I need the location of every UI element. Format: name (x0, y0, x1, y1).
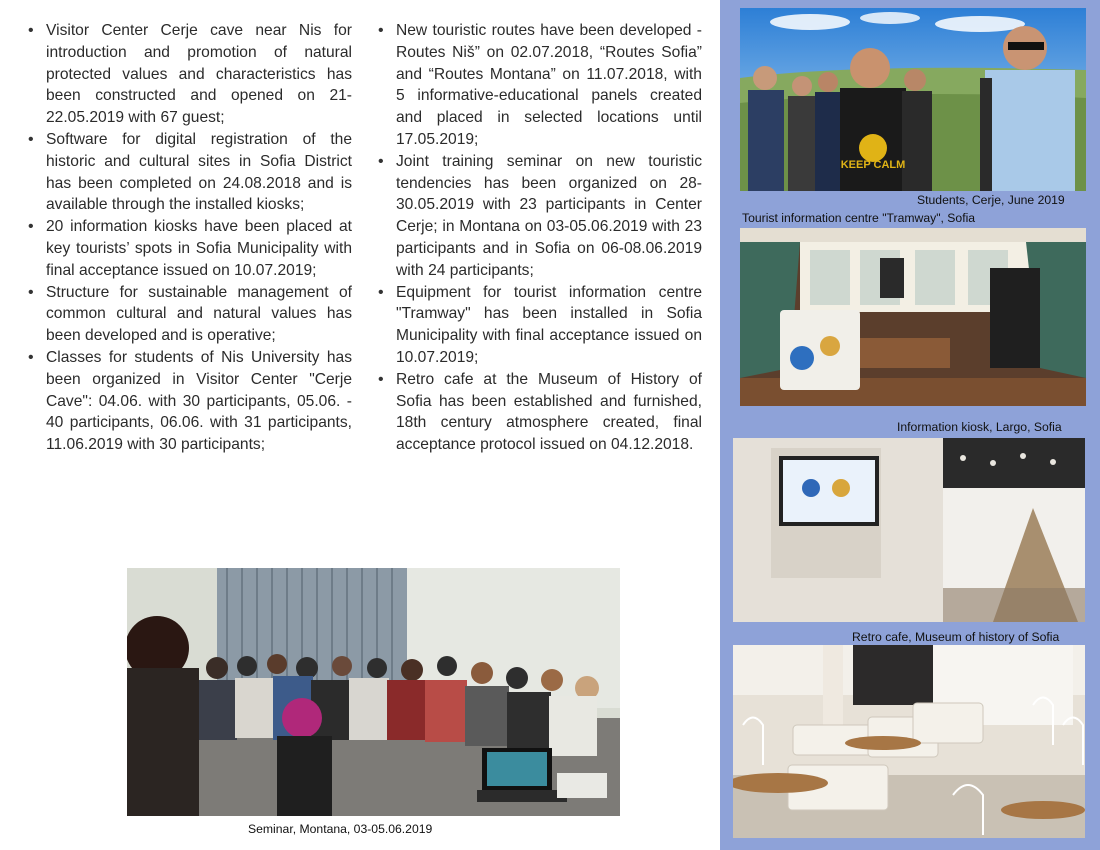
list-item: • Structure for sustainable management of common cultural and natural values has been developed and is operative; (28, 282, 352, 347)
list-item: • Equipment for tourist information centre "Tramway" has been installed in Sofia Municipality with final acceptance issued on 10.07.2019; (378, 282, 702, 369)
kiosk-caption: Information kiosk, Largo, Sofia (897, 420, 1062, 434)
list-item: • Retro cafe at the Museum of History of Sofia has been established and furnished, 18th century atmosphere created, final acceptance protocol issued on 04.12.2018. (378, 369, 702, 456)
shirt-text: KEEP CALM (840, 159, 906, 171)
list-item: • Visitor Center Cerje cave near Nis for introduction and promotion of natural protected values and characteristics has been constructed and opened on 21-22.05.2019 with 67 guest; (28, 20, 352, 129)
students-photo-illustration (740, 8, 1086, 191)
seminar-photo-illustration (127, 568, 620, 816)
list-item: • 20 information kiosks have been placed at key tourists’ spots in Sofia Municipality with final acceptance issued on 10.07.2019; (28, 216, 352, 281)
tramway-caption: Tourist information centre "Tramway", Sofia (742, 211, 976, 225)
kiosk-photo-illustration (733, 438, 1085, 622)
kiosk-photo (733, 438, 1085, 622)
list-item: • Classes for students of Nis University has been organized in Visitor Center "Cerje Cave": 04.06. with 30 participants, 05.06. - 40 participants, 06.06. with 31 participants, 11.06.2019 with 30 participants; (28, 347, 352, 456)
tramway-photo (740, 228, 1086, 406)
seminar-photo (127, 568, 620, 816)
cafe-photo (733, 645, 1085, 838)
tramway-photo-illustration (740, 228, 1086, 406)
list-item: • Joint training seminar on new touristic tendencies has been organized on 28-30.05.2019 with 23 participants in Center Cerje; in Montana on 03-05.06.2019 with 23 participants and in Sofia on 06-08.06.2019 with 24 participants; (378, 151, 702, 282)
list-item: • Software for digital registration of the historic and cultural sites in Sofia District has been completed on 24.08.2018 and is available through the installed kiosks; (28, 129, 352, 216)
cafe-caption: Retro cafe, Museum of history of Sofia (852, 630, 1060, 644)
left-text-column (28, 20, 352, 456)
list-item: • New touristic routes have been developed - Routes Niš” on 02.07.2018, “Routes Sofia” and “Routes Montana” on 11.07.2018, with 5 informative-educational panels created and placed in selected locations until 17.05.2019; (378, 20, 702, 151)
students-photo (740, 8, 1086, 191)
students-caption: Students, Cerje, June 2019 (917, 193, 1065, 207)
middle-text-column (378, 20, 702, 456)
cafe-photo-illustration (733, 645, 1085, 838)
seminar-caption: Seminar, Montana, 03-05.06.2019 (248, 822, 433, 836)
